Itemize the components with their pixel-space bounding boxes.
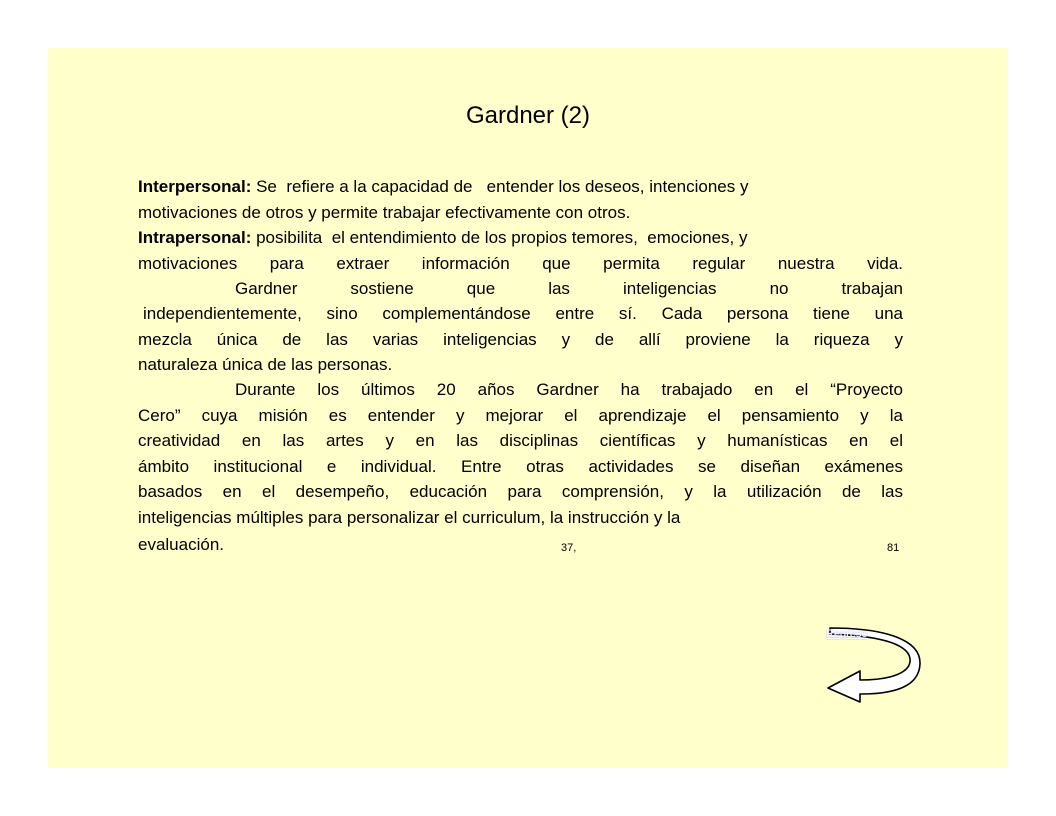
text-line-9: Durante los últimos 20 años Gardner ha trabajado en el “Proyecto (235, 380, 903, 399)
text-line-2: motivaciones de otros y permite trabajar efectivamente con otros. (138, 203, 631, 222)
reference-number-2: 81 (887, 542, 900, 554)
interpersonal-text: Se refiere a la capacidad de entender los deseos, intenciones y (256, 177, 749, 196)
intrapersonal-text: posibilita el entendimiento de los propios temores, emociones, y (256, 228, 748, 247)
intrapersonal-label: Intrapersonal: (138, 228, 252, 247)
text-line-6: independientemente, sino complementándose entre sí. Cada persona tiene una (143, 304, 903, 323)
slide (48, 48, 1008, 768)
text-line-12: ámbito institucional e individual. Entre otras actividades se diseñan exámenes (138, 457, 903, 476)
text-line-15 (138, 533, 903, 557)
last-word: evaluación. (138, 535, 225, 554)
text-line-14: inteligencias múltiples para personalizar el curriculum, la instrucción y la (138, 508, 681, 527)
text-line-10: Cero” cuya misión es entender y mejorar el aprendizaje el pensamiento y la (138, 406, 903, 425)
text-line-7: mezcla única de las varias inteligencias y de allí proviene la riqueza y (138, 330, 903, 349)
text-line-3 (138, 226, 903, 250)
interpersonal-label: Interpersonal: (138, 177, 252, 196)
text-line-4: motivaciones para extraer información que permita regular nuestra vida. (138, 254, 903, 273)
text-line-1 (138, 175, 903, 199)
page-title: Gardner (2) (465, 102, 591, 129)
text-line-13: basados en el desempeño, educación para comprensión, y la utilización de las (138, 482, 903, 501)
text-line-8: naturaleza única de las personas. (138, 355, 393, 374)
text-line-5: Gardner sostiene que las inteligencias no trabajan (235, 279, 903, 298)
reference-number-1: 37, (561, 542, 577, 554)
text-line-11: creatividad en las artes y en las disciplinas científicas y humanísticas en el (138, 431, 903, 450)
regreso-link[interactable]: Regreso (826, 628, 868, 640)
